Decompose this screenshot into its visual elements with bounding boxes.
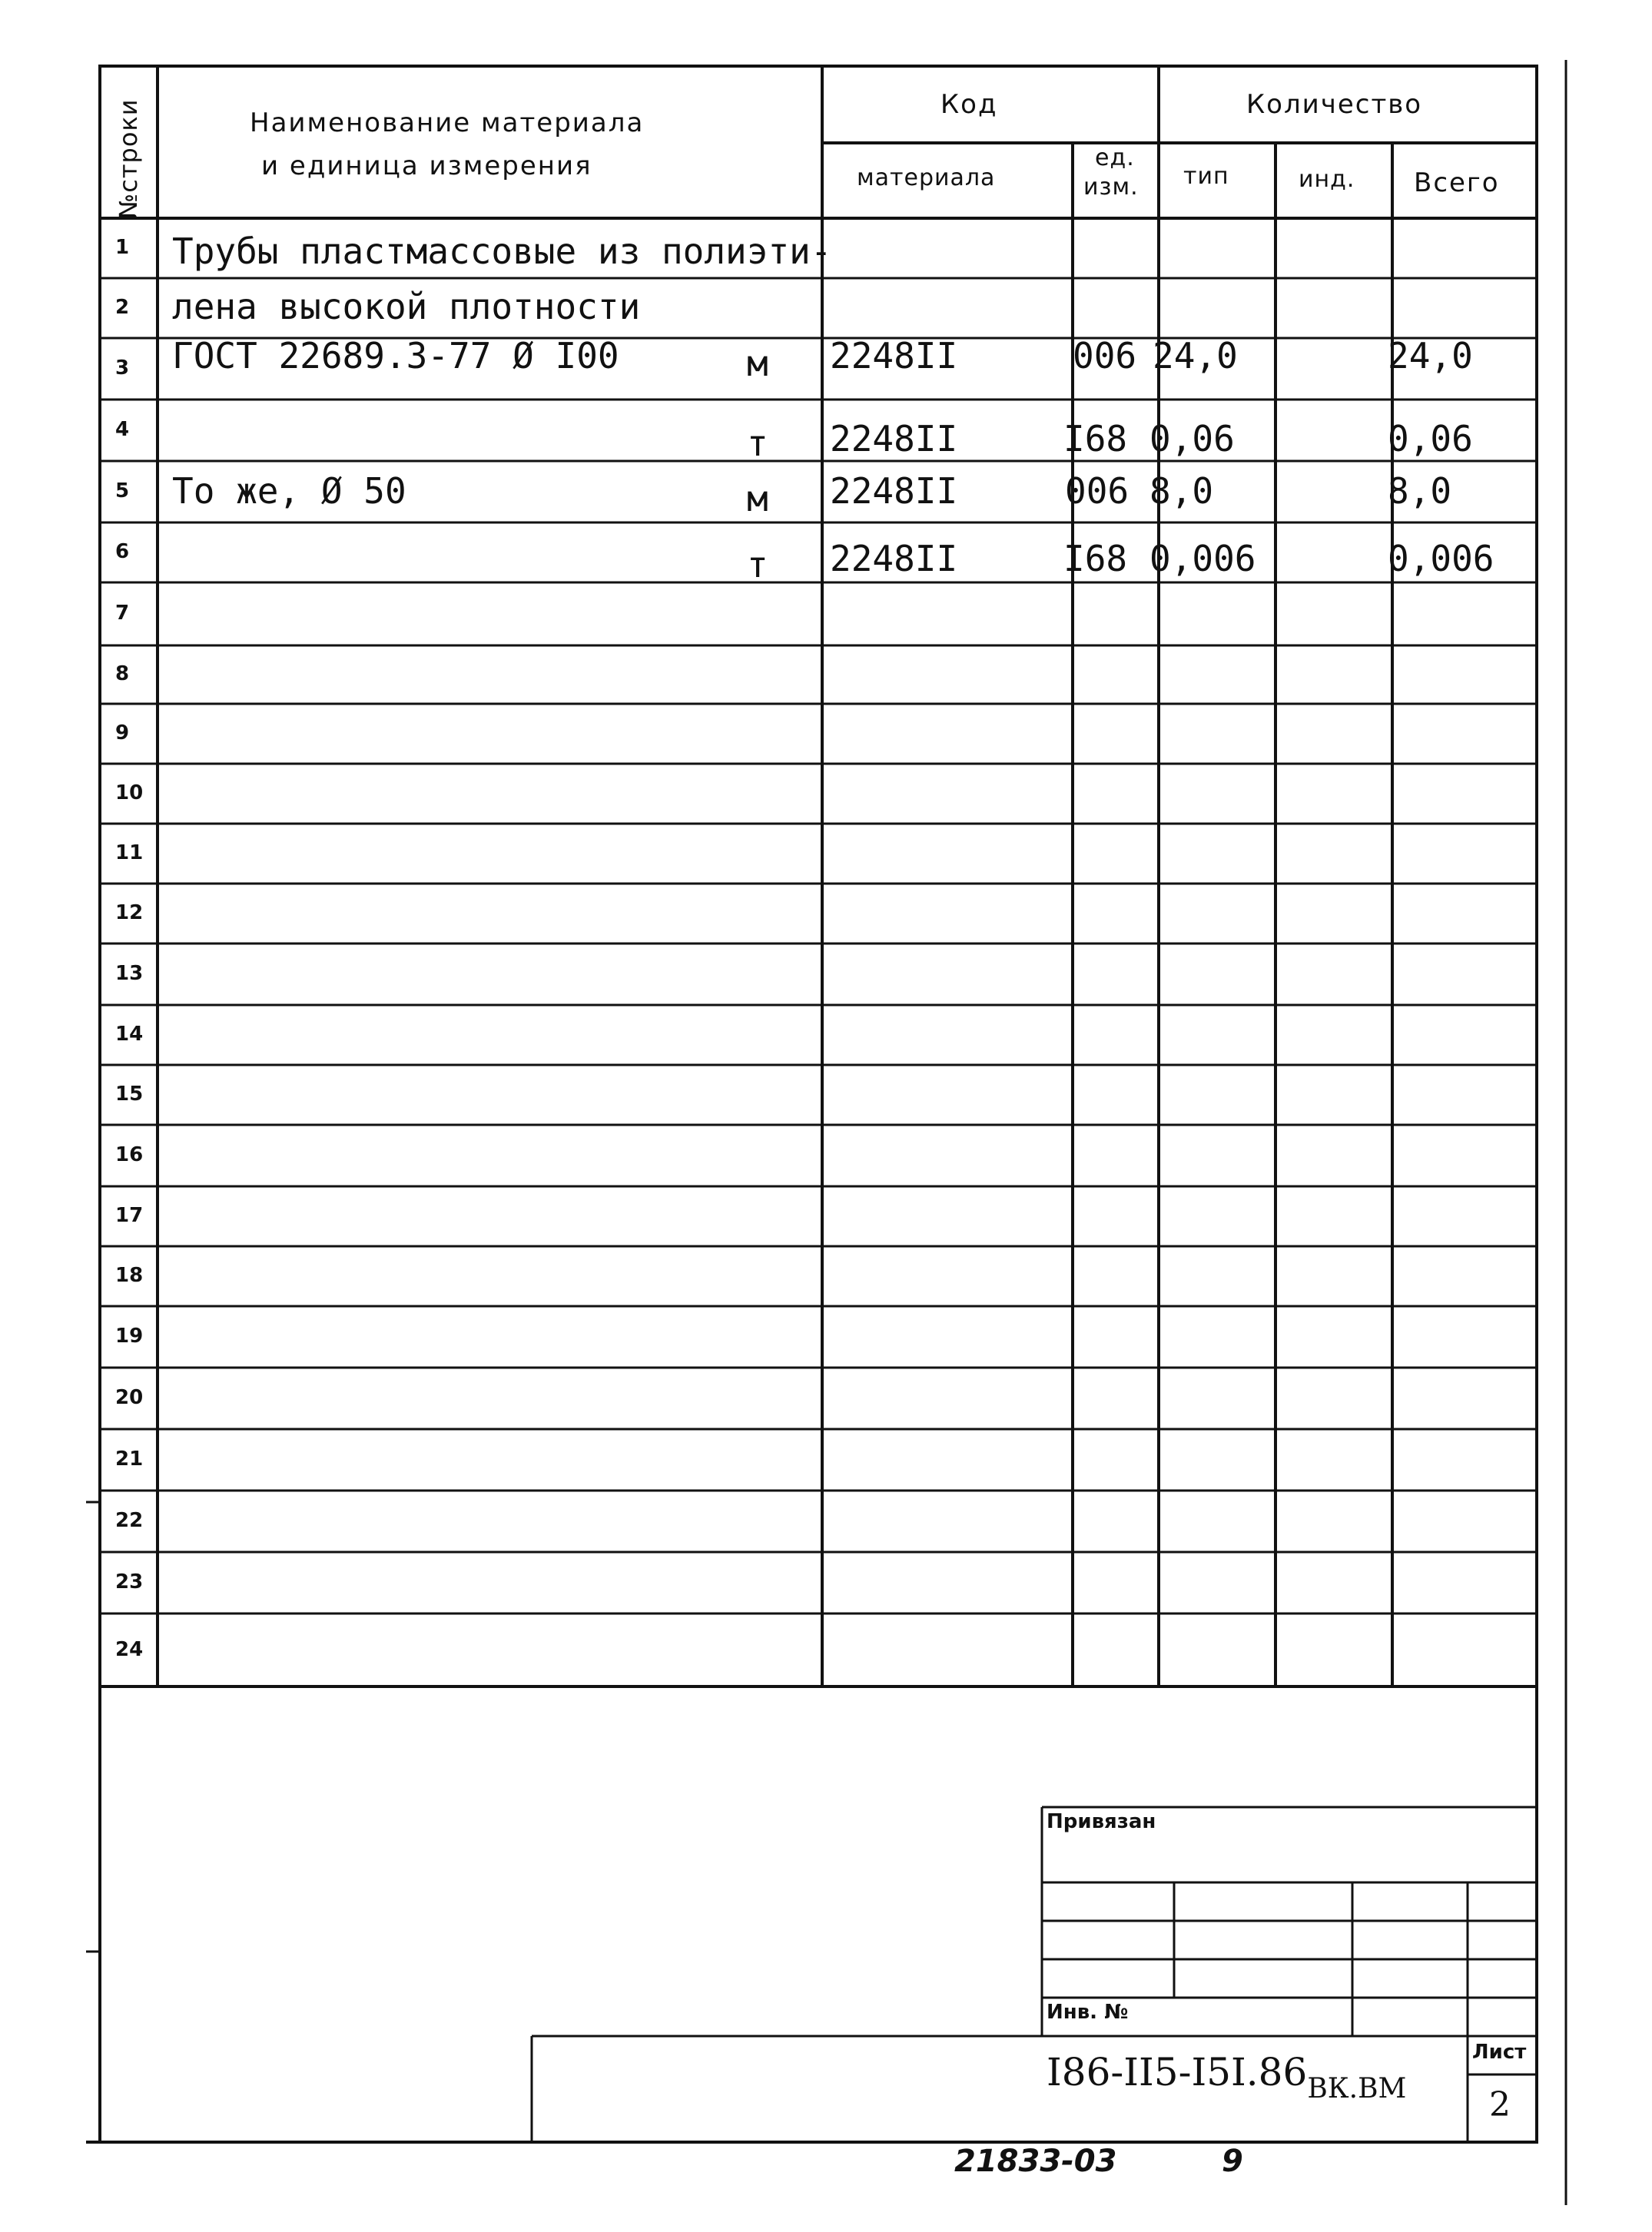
order-number: 21833-03 [954, 2144, 1117, 2179]
row-4-total: 0,06 [1388, 418, 1473, 459]
row-number: 5 [115, 479, 130, 502]
row-5-total: 8,0 [1388, 470, 1452, 512]
row-6-code: 2248II [830, 538, 958, 579]
row-5-code: 2248II [830, 470, 958, 512]
row-number: 10 [115, 781, 144, 804]
unit-header-line1: ед. [1095, 144, 1135, 171]
material-header: материала [857, 164, 996, 191]
sheet-number: 2 [1489, 2085, 1511, 2124]
code-header: Код [940, 89, 998, 120]
sheet-label: Лист [1472, 2041, 1527, 2064]
row-number: 11 [115, 841, 144, 864]
row-number: 3 [115, 357, 130, 380]
name-header-line1: Наименование материала [250, 108, 645, 138]
row-number: 24 [115, 1637, 144, 1661]
row-number: 20 [115, 1386, 144, 1409]
quantity-header: Количество [1246, 89, 1423, 120]
row-3-total: 24,0 [1388, 335, 1473, 376]
row-number: 12 [115, 901, 144, 924]
row-4-unit-code: I68 [1063, 418, 1128, 459]
row-number: 19 [115, 1325, 144, 1348]
row-3-type: 24,0 [1153, 335, 1238, 376]
row-number: 1 [115, 236, 130, 259]
row-number: 23 [115, 1570, 144, 1594]
row-number: 22 [115, 1509, 144, 1532]
row-number: 21 [115, 1448, 144, 1471]
row-number: 13 [115, 962, 144, 985]
row-6-unit: т [747, 544, 768, 585]
row-4-type: 0,06 [1149, 418, 1235, 459]
row-number: 15 [115, 1083, 144, 1106]
page-number: 9 [1222, 2144, 1243, 2179]
row-number: 6 [115, 540, 130, 563]
inventory-number-label: Инв. № [1047, 2001, 1129, 2024]
row-number: 4 [115, 418, 130, 441]
row-5-name: То же, Ø 50 [172, 470, 406, 512]
total-header: Всего [1414, 167, 1500, 198]
row-number: 2 [115, 296, 130, 319]
document-number [1047, 2050, 1407, 2104]
row-number: 16 [115, 1143, 144, 1166]
row-6-total: 0,006 [1388, 538, 1494, 579]
row-4-code: 2248II [830, 418, 958, 459]
row-number: 17 [115, 1204, 144, 1227]
row-2-name: лена высокой плотности [172, 286, 641, 327]
document-suffix: ВК.ВМ [1307, 2073, 1407, 2104]
row-1-name: Трубы пластмассовые из полиэти- [172, 230, 832, 272]
row-number: 8 [115, 662, 130, 685]
attached-label: Привязан [1047, 1810, 1156, 1833]
row-6-type: 0,006 [1149, 538, 1256, 579]
row-5-unit: м [747, 478, 768, 519]
ind-header: инд. [1299, 166, 1355, 193]
unit-header-line2: изм. [1083, 174, 1139, 201]
row-number-header: №строки [114, 98, 143, 219]
name-header-line2: и единица измерения [261, 151, 592, 181]
row-6-unit-code: I68 [1063, 538, 1128, 579]
row-5-type: 8,0 [1149, 470, 1214, 512]
row-number: 18 [115, 1264, 144, 1287]
document-code: I86-II5-I5I.86 [1047, 2050, 1308, 2094]
row-3-name: ГОСТ 22689.3-77 Ø I00 [172, 335, 619, 376]
row-number: 9 [115, 721, 130, 745]
row-3-unit: м [747, 343, 768, 384]
type-header: тип [1183, 163, 1229, 190]
row-number: 14 [115, 1023, 144, 1046]
row-number: 7 [115, 602, 130, 625]
row-4-unit: т [747, 423, 768, 464]
row-3-unit-code: 006 [1073, 335, 1137, 376]
row-5-unit-code: 006 [1065, 470, 1130, 512]
row-3-code: 2248II [830, 335, 958, 376]
